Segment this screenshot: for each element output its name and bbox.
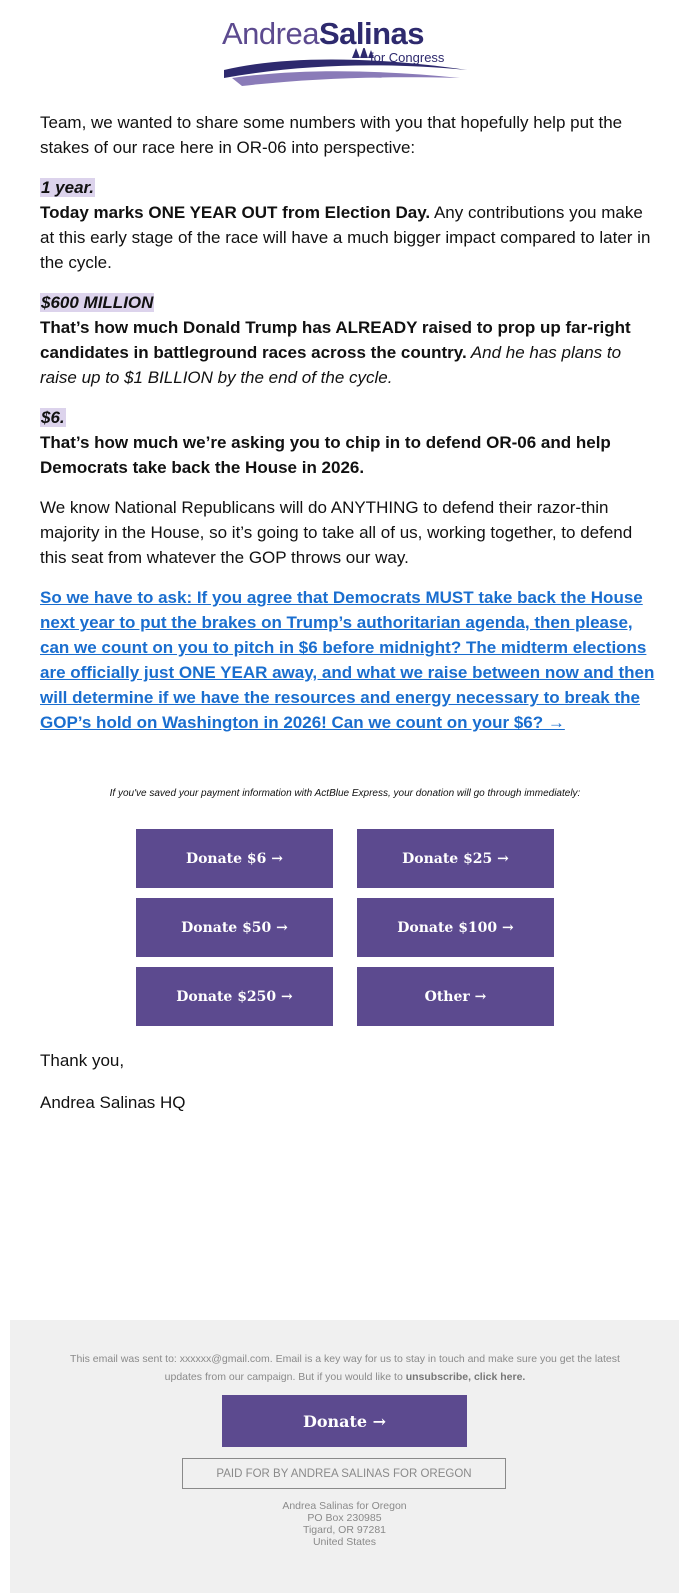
mailing-address: Andrea Salinas for Oregon PO Box 230985 Tigard, OR 97281 United States: [282, 1500, 407, 1548]
stat1-label: 1 year.: [41, 178, 94, 197]
body-paragraph: We know National Republicans will do ANYTHING to defend their razor-thin majority in the House, so it’s going to take all of us, working together, to defend this seat from whatever the GOP throws our way.: [40, 498, 633, 567]
stat1-paragraph: Today marks ONE YEAR OUT from Election Day. Any contributions you make at this early stage of the race will have a much bigger impact compared to later in the cycle.: [40, 203, 651, 272]
donate-50-button[interactable]: Donate $50 →: [136, 898, 333, 957]
ask-paragraph: [40, 585, 655, 735]
intro-paragraph: Team, we wanted to share some numbers with you that hopefully help put the stakes of our race here in OR-06 into perspective:: [40, 113, 623, 157]
stat2-label-line: [40, 290, 655, 315]
donate-other-button[interactable]: Other →: [357, 967, 554, 1026]
stat1-label-line: [40, 175, 655, 200]
campaign-logo: [222, 14, 472, 94]
unsubscribe-link[interactable]: unsubscribe, click here.: [405, 1371, 526, 1383]
email-body: [40, 110, 655, 750]
stat3-label: $6.: [41, 408, 65, 427]
signature: Andrea Salinas HQ: [40, 1093, 186, 1112]
donate-6-button[interactable]: Donate $6 →: [136, 829, 333, 888]
paid-for-box: PAID FOR BY ANDREA SALINAS FOR OREGON: [182, 1458, 506, 1489]
stat2-paragraph: That’s how much Donald Trump has ALREADY raised to prop up far-right candidates in battleground races across the country. And he has plans to raise up to $1 BILLION by the end of the cycle.: [40, 318, 631, 387]
donate-250-button[interactable]: Donate $250 →: [136, 967, 333, 1026]
stat2-label: $600 MILLION: [41, 293, 154, 312]
logo-tagline: for Congress: [370, 50, 445, 65]
footer-donate-button[interactable]: Donate →: [222, 1395, 467, 1447]
donate-100-button[interactable]: Donate $100 →: [357, 898, 554, 957]
thank-you: Thank you,: [40, 1051, 125, 1070]
stat3-paragraph: That’s how much we’re asking you to chip in to defend OR-06 and help Democrats take back the House in 2026.: [40, 433, 611, 477]
donate-25-button[interactable]: Donate $25 →: [357, 829, 554, 888]
closing: [40, 1048, 186, 1132]
actblue-express-note: If you've saved your payment information with ActBlue Express, your donation will go through immediately:: [109, 788, 581, 799]
ask-link[interactable]: So we have to ask: If you agree that Democrats MUST take back the House next year to put the brakes on Trump’s authoritarian agenda, then please, can we count on you to pitch in $6 before midnight? The midterm elections are officially just ONE YEAR away, and what we raise between now and then will determine if we have the resources and energy necessary to break the GOP’s hold on Washington in 2026! Can we count on your $6? →: [40, 588, 655, 732]
footer: [10, 1320, 679, 1593]
footer-disclaimer: This email was sent to: xxxxxx@gmail.com. Email is a key way for us to stay in touch and make sure you get the latest updates from our campaign. But if you would like to unsubscribe, click here.: [70, 1353, 620, 1383]
logo-wordmark: AndreaSalinas: [222, 16, 425, 51]
stat3-label-line: [40, 405, 655, 430]
